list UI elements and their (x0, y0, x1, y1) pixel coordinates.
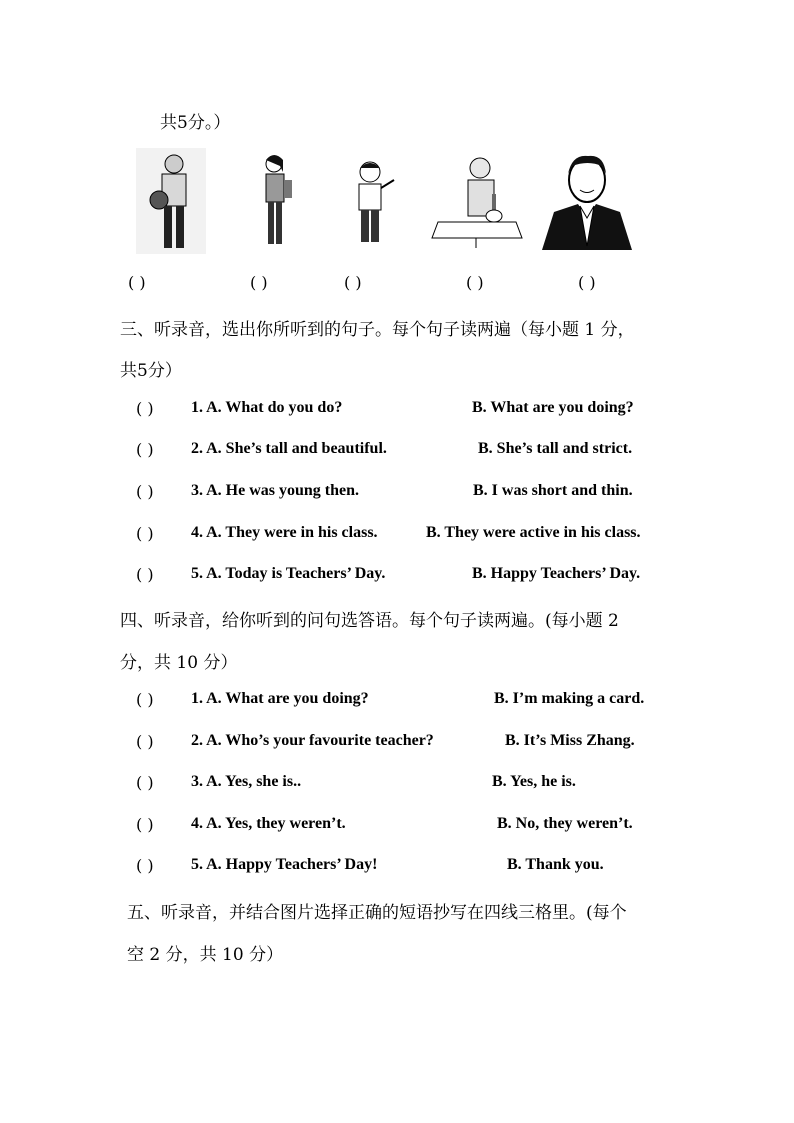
answer-blank[interactable]: ( ) (136, 565, 154, 584)
section3-title: 三、听录音，选出你所听到的句子。每个句子读两遍（每小题 1 分， (120, 320, 635, 340)
answer-blank[interactable]: ( ) (136, 440, 154, 459)
answer-blank[interactable]: ( ) (136, 524, 154, 543)
woman-picture (256, 152, 296, 250)
section3-title-cont: 共5分） (120, 361, 182, 381)
answer-blank[interactable]: ( ) (136, 773, 154, 792)
answer-blank-5[interactable]: ( ) (578, 273, 596, 292)
section5-title-cont: 空 2 分，共 10 分） (127, 945, 284, 965)
answer-blank-1[interactable]: ( ) (128, 273, 146, 292)
answer-blank-2[interactable]: ( ) (250, 273, 268, 292)
section2-title-tail: 共5分。） (160, 113, 231, 133)
section5-title: 五、听录音，并结合图片选择正确的短语抄写在四线三格里。(每个 (127, 903, 627, 923)
answer-blank[interactable]: ( ) (136, 482, 154, 501)
young-boy-picture (350, 158, 400, 246)
answer-blank[interactable]: ( ) (136, 856, 154, 875)
answer-blank-4[interactable]: ( ) (466, 273, 484, 292)
answer-blank-3[interactable]: ( ) (344, 273, 362, 292)
section4-title-cont: 分，共 10 分） (120, 653, 238, 673)
scientist-lab-picture (430, 150, 524, 250)
man-in-suit-picture (542, 148, 632, 250)
answer-blank[interactable]: ( ) (136, 690, 154, 709)
answer-blank[interactable]: ( ) (136, 815, 154, 834)
section4-title: 四、听录音，给你听到的问句选答语。每个句子读两遍。(每小题 2 (120, 611, 619, 631)
answer-blank[interactable]: ( ) (136, 399, 154, 418)
man-with-ball-picture (136, 148, 206, 254)
answer-blank[interactable]: ( ) (136, 732, 154, 751)
